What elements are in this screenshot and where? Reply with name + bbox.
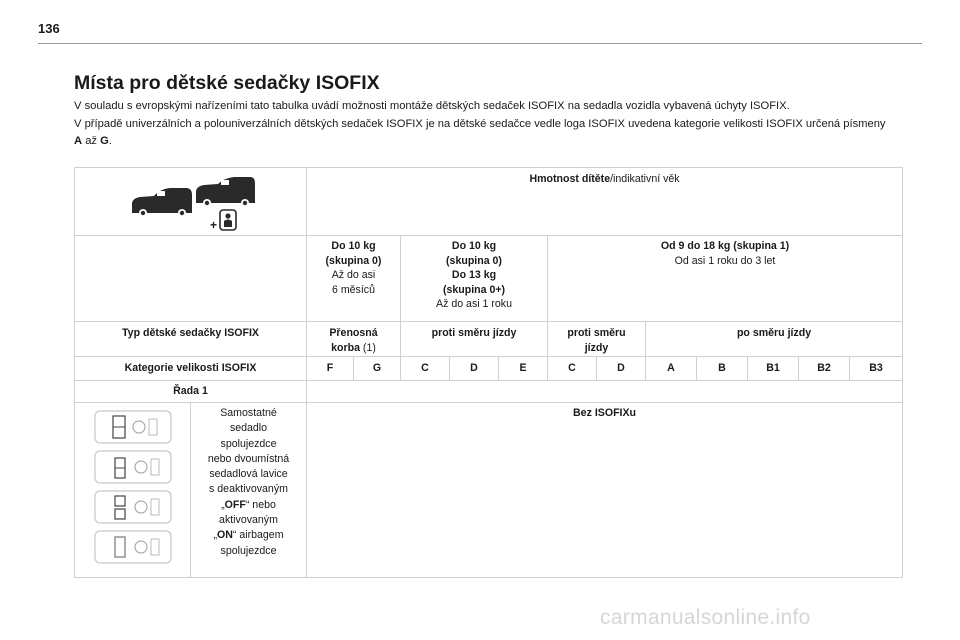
size-row: [75, 357, 903, 381]
seat-text: „: [213, 529, 217, 542]
size-row-label: Kategorie velikosti ISOFIX: [75, 357, 307, 381]
airbag-off-label: OFF: [224, 498, 246, 511]
type-rear-facing: proti směru jízdy: [401, 322, 548, 357]
intro-text: [74, 98, 894, 151]
row-1-label: Řada 1: [75, 381, 307, 403]
type-forward: po směru jízdy: [646, 322, 903, 357]
seat-layout-icon: [93, 489, 173, 525]
group-text: Až do asi: [331, 269, 376, 281]
seat-text: “ airbagem: [232, 529, 284, 542]
seat-layout-icon: [93, 449, 173, 485]
age-label: /indikativní věk: [610, 173, 680, 185]
seat-text: nebo dvoumístná: [207, 452, 290, 465]
group-text: (skupina 0+): [442, 283, 506, 296]
plus-sign: +: [210, 217, 218, 232]
table-header-row: [75, 168, 903, 236]
type-text: Přenosná: [329, 327, 378, 339]
seat-text: aktivovaným: [219, 514, 278, 527]
vehicle-icon-cell: [75, 168, 307, 236]
size-cell: E: [499, 357, 548, 381]
isofix-table: [74, 167, 903, 578]
size-cell: A: [646, 357, 697, 381]
group-1: [548, 236, 903, 322]
no-isofix-cell: Bez ISOFIXu: [307, 403, 903, 578]
seat-layout-cell: [75, 403, 191, 578]
size-cell: B: [697, 357, 748, 381]
type-text: proti směru: [567, 327, 626, 339]
size-cell: C: [401, 357, 450, 381]
weight-header: [307, 168, 903, 236]
intro-line-1: V souladu s evropskými nařízeními tato tabulka uvádí možnosti montáže dětských sedaček ISOFIX na sedadla vozidla vybavená úchyty ISOFIX.: [74, 100, 790, 112]
group-text: (skupina 0): [325, 254, 382, 267]
intro-end: .: [108, 135, 112, 147]
group-text: Od asi 1 roku do 3 let: [674, 254, 776, 267]
seat-text: „: [221, 498, 225, 511]
size-cell: F: [307, 357, 354, 381]
type-text: korba: [331, 341, 360, 354]
seat-row: [75, 403, 903, 578]
group-text: Od 9 do 18 kg (skupina 1): [660, 240, 790, 252]
group-text: Až do asi 1 roku: [436, 298, 512, 310]
intro-line-2-text: V případě univerzálních a polouniverzálních dětských sedaček ISOFIX je na dětské sedačce vedle loga ISOFIX uvedena kategorie velikosti ISOFIX určená písmeny: [74, 117, 886, 130]
size-cell: B2: [799, 357, 850, 381]
type-carrycot: [307, 322, 401, 357]
row-1-header: [75, 381, 903, 403]
empty-cell: [307, 381, 903, 403]
seat-text: “ nebo: [245, 498, 276, 511]
seat-text: sedadlová lavice: [209, 468, 288, 481]
intro-line-2: [74, 116, 894, 151]
group-text: Do 10 kg: [451, 240, 497, 252]
watermark: carmanualsonline.info: [600, 606, 811, 629]
group-text: Do 13 kg: [451, 269, 497, 281]
page-number: 136: [38, 21, 60, 36]
intro-mid: až: [82, 135, 101, 147]
size-cell: D: [597, 357, 646, 381]
size-cell: C: [548, 357, 597, 381]
seat-text: sedadlo: [229, 422, 268, 435]
type-row: [75, 322, 903, 357]
group-0-carrycot: [307, 236, 401, 322]
letter-a: A: [74, 135, 83, 147]
empty-cell: [75, 236, 307, 322]
type-text: jízdy: [584, 341, 609, 354]
seat-text: spolujezdce: [220, 544, 277, 557]
group-text: 6 měsíců: [332, 283, 375, 296]
seat-text: s deaktivovaným: [209, 483, 288, 496]
weight-label: Hmotnost dítěte: [529, 173, 611, 185]
page-title: Místa pro dětské sedačky ISOFIX: [74, 72, 380, 94]
letter-g: G: [100, 135, 109, 147]
child-seat-icon: [219, 209, 237, 231]
seat-text: spolujezdce: [220, 437, 277, 450]
size-cell: G: [354, 357, 401, 381]
seat-text: Samostatné: [220, 407, 277, 419]
size-cell: B3: [850, 357, 903, 381]
size-cell: D: [450, 357, 499, 381]
group-text: (skupina 0): [446, 254, 502, 267]
header-rule: [38, 43, 922, 44]
size-cell: B1: [748, 357, 799, 381]
type-row-label: Typ dětské sedačky ISOFIX: [75, 322, 307, 357]
seat-layout-icon: [93, 529, 173, 565]
type-note: (1): [359, 341, 376, 354]
group-text: Do 10 kg: [331, 240, 376, 252]
group-0-plus: [401, 236, 548, 322]
type-rear-facing-2: [548, 322, 646, 357]
groups-row: [75, 236, 903, 322]
seat-layout-icon: [93, 409, 173, 445]
airbag-on-label: ON: [217, 529, 233, 542]
seat-description: [191, 403, 307, 578]
